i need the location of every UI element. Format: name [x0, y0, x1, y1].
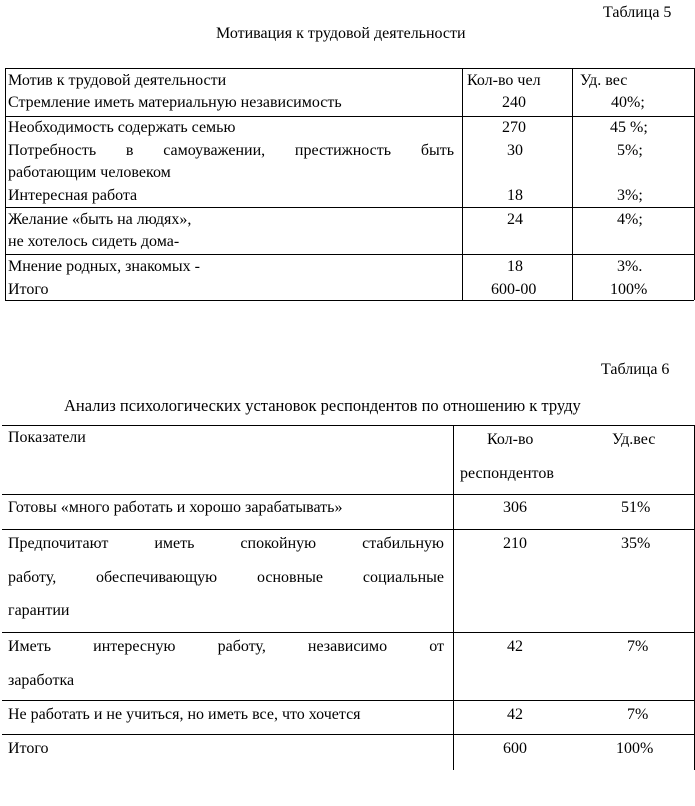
table5-cell-motive: не хотелось сидеть дома-: [8, 233, 180, 250]
table6-title: Анализ психологических установок респондентов по отношению к труду: [64, 396, 581, 415]
table5-cell-share: 3%;: [617, 187, 643, 204]
table6-cell-indicator: работу, обеспечивающую основные социальные: [8, 569, 444, 586]
table5-rule: [5, 116, 694, 117]
table6-cell-share: 51%: [621, 499, 651, 516]
table6-caption: Таблица 6: [601, 361, 670, 378]
table6-cell-share: 100%: [616, 740, 654, 757]
table5-cell-count: 600-00: [491, 281, 537, 298]
table6-rule: [453, 425, 454, 770]
table5-cell-motive: Мнение родных, знакомых -: [8, 258, 200, 275]
table6-cell-share: 7%: [627, 638, 649, 655]
table6-cell-indicator: Предпочитают иметь спокойную стабильную: [8, 535, 444, 552]
table5-rule: [5, 254, 694, 255]
table6-cell-indicator: заработка: [8, 672, 75, 689]
table5-cell-count: 240: [502, 94, 526, 111]
table5-cell-count: 270: [502, 119, 526, 136]
table6-cell-indicator: Не работать и не учиться, но иметь все, что хочется: [8, 706, 361, 723]
table6-rule: [2, 494, 694, 495]
table5-cell-motive: Желание «быть на людях»,: [8, 211, 192, 228]
table5-rule: [5, 68, 694, 69]
table5-header-motive: Мотив к трудовой деятельности: [8, 72, 227, 89]
table6-cell-indicator: гарантии: [8, 602, 70, 619]
table5-cell-motive: Потребность в самоуважении, престижность быть: [8, 142, 454, 159]
table6-cell-indicator: Готовы «много работать и хорошо зарабатывать»: [8, 499, 343, 516]
table5-cell-share: 100%: [610, 281, 648, 298]
table5-cell-count: 24: [507, 211, 523, 228]
table6-header-share: Уд.вес: [612, 431, 656, 448]
table6-cell-count: 600: [503, 740, 527, 757]
table5-cell-share: 40%;: [611, 94, 645, 111]
table5-rule: [5, 207, 694, 208]
table6-rule: [2, 632, 694, 633]
table6-cell-share: 35%: [621, 535, 651, 552]
table5-cell-motive: Необходимость содержать семью: [8, 119, 236, 136]
table5-cell-count: 30: [507, 142, 523, 159]
table5-cell-share: 3%.: [617, 258, 643, 275]
table6-header-count: Кол-во: [487, 431, 534, 448]
table6-rule: [2, 700, 694, 701]
table5-rule: [5, 68, 6, 300]
table5-header-share: Уд. вес: [580, 72, 628, 89]
table5-cell-count: 18: [507, 187, 523, 204]
table5-cell-motive: Стремление иметь материальную независимость: [8, 94, 342, 111]
table5-rule: [462, 68, 463, 300]
table6-cell-count: 306: [503, 499, 527, 516]
table6-cell-indicator: Итого: [8, 740, 49, 757]
table5-cell-motive: Итого: [8, 281, 49, 298]
table6-header-count: респондентов: [460, 465, 554, 482]
table5-rule: [5, 300, 694, 301]
table5-caption: Таблица 5: [603, 4, 672, 21]
table6-cell-count: 42: [507, 638, 523, 655]
table6-header-indicators: Показатели: [8, 429, 86, 446]
table6-rule: [2, 425, 694, 426]
table5-cell-count: 18: [507, 258, 523, 275]
table5-cell-share: 5%;: [617, 142, 643, 159]
table6-cell-share: 7%: [627, 706, 649, 723]
table6-cell-count: 210: [503, 535, 527, 552]
table6-cell-indicator: Иметь интересную работу, независимо от: [8, 638, 444, 655]
table6-rule: [2, 734, 694, 735]
table5-rule: [572, 68, 573, 300]
table6-rule: [2, 529, 694, 530]
table5-cell-share: 4%;: [617, 211, 643, 228]
table5-title: Мотивация к трудовой деятельности: [216, 25, 466, 42]
table5-cell-motive: работающим человеком: [8, 164, 171, 181]
table6-cell-count: 42: [507, 706, 523, 723]
table5-cell-motive: Интересная работа: [8, 187, 138, 204]
table5-header-count: Кол-во чел: [467, 72, 541, 89]
table5-cell-share: 45 %;: [610, 119, 648, 136]
